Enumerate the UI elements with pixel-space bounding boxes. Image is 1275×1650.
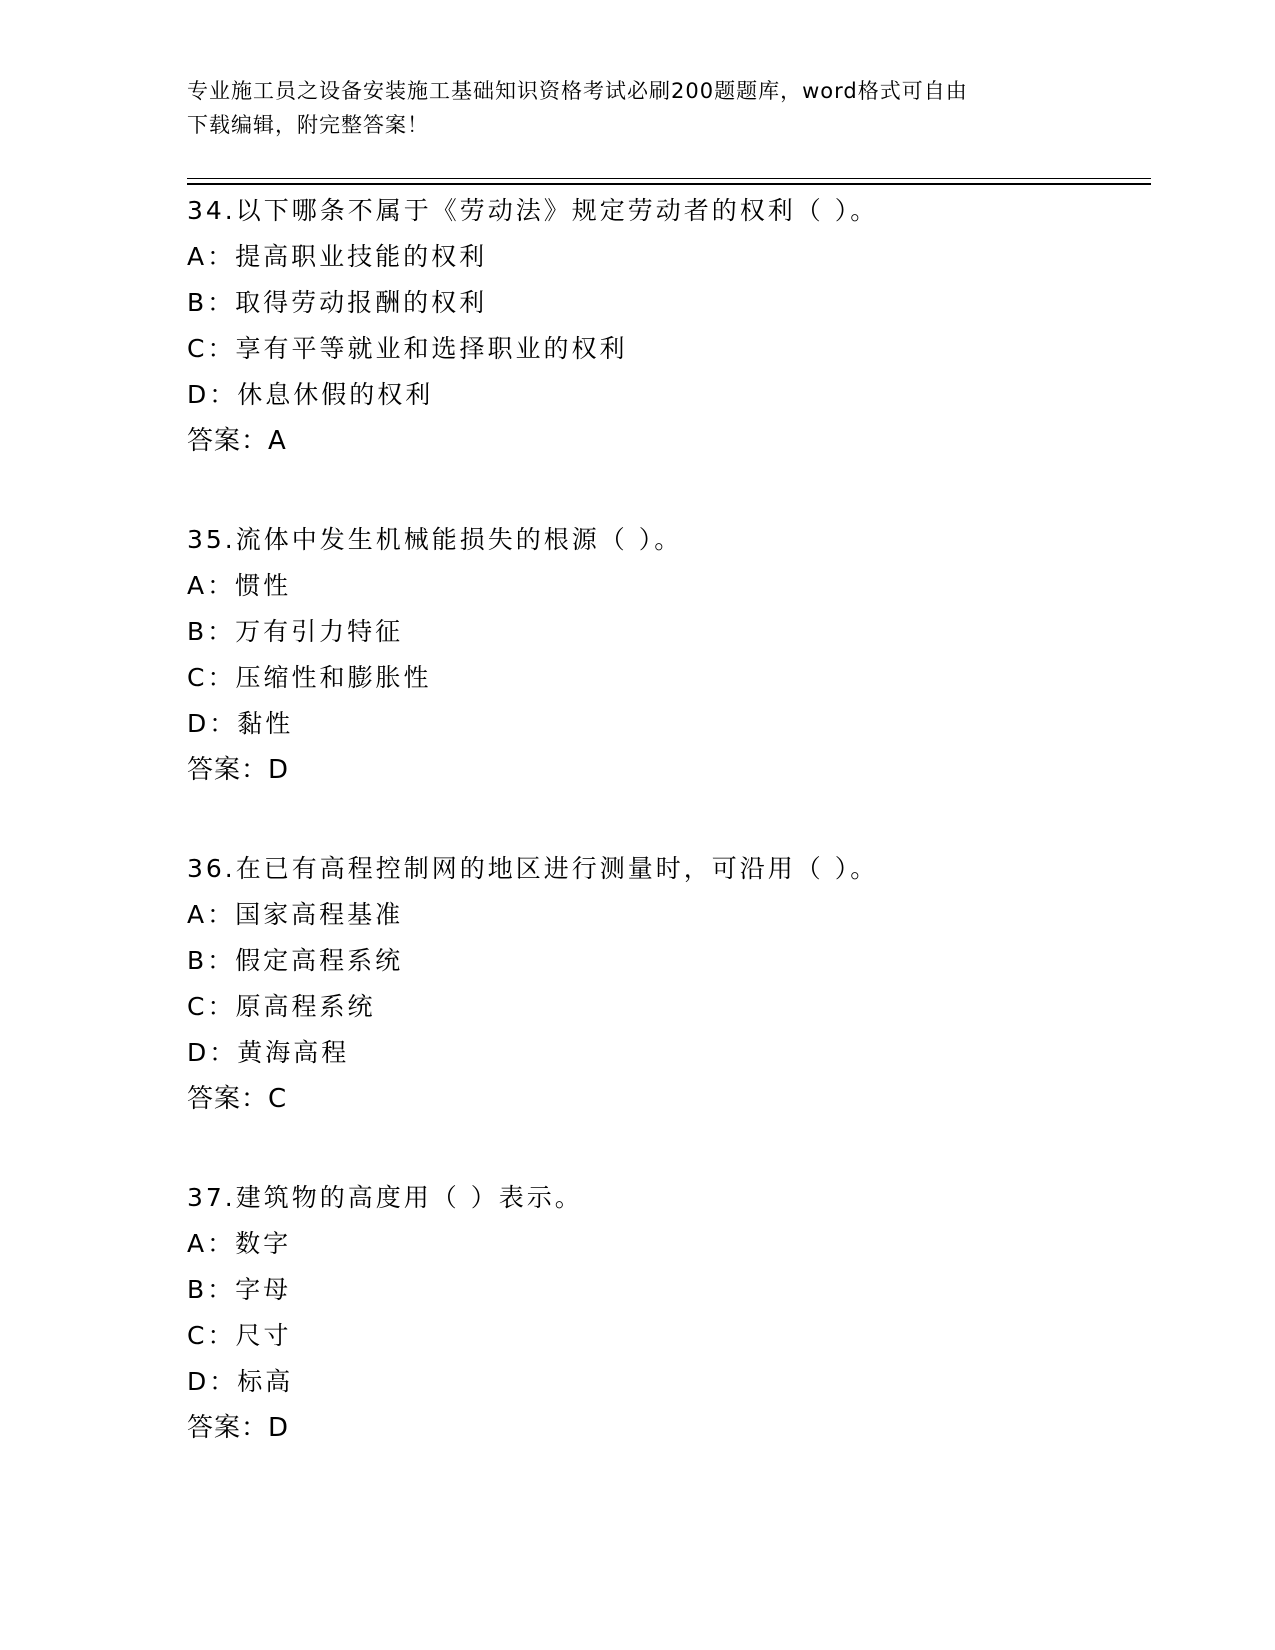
option-d: D：休息休假的权利: [187, 380, 434, 409]
option-b: B：万有引力特征: [187, 617, 404, 646]
option-a: A：国家高程基准: [187, 900, 404, 929]
question-stem: 34.以下哪条不属于《劳动法》规定劳动者的权利（ ）。: [187, 196, 879, 225]
question-35: [187, 517, 1147, 793]
option-c: C：尺寸: [187, 1321, 292, 1350]
header-divider-thin: [187, 178, 1151, 179]
header-line-2: 下载编辑，附完整答案！: [187, 113, 429, 137]
option-c: C：享有平等就业和选择职业的权利: [187, 334, 628, 363]
option-d: D：标高: [187, 1367, 294, 1396]
question-list: [187, 188, 1147, 1504]
answer: 答案：C: [187, 1084, 288, 1114]
question-stem: 35.流体中发生机械能损失的根源（ ）。: [187, 525, 683, 554]
option-d: D：黏性: [187, 709, 294, 738]
header-divider-thick: [187, 183, 1151, 185]
option-c: C：压缩性和膨胀性: [187, 663, 432, 692]
question-37: [187, 1175, 1147, 1451]
answer: 答案：A: [187, 426, 287, 456]
answer: 答案：D: [187, 1413, 290, 1443]
question-stem: 36.在已有高程控制网的地区进行测量时，可沿用（ ）。: [187, 854, 879, 883]
question-34: [187, 188, 1147, 464]
option-a: A：提高职业技能的权利: [187, 242, 488, 271]
option-d: D：黄海高程: [187, 1038, 350, 1067]
document-header: [187, 74, 1087, 142]
option-a: A：惯性: [187, 571, 292, 600]
question-stem: 37.建筑物的高度用（ ）表示。: [187, 1183, 583, 1212]
header-line-1: 专业施工员之设备安装施工基础知识资格考试必刷200题题库，word格式可自由: [187, 79, 968, 103]
question-36: [187, 846, 1147, 1122]
answer: 答案：D: [187, 755, 290, 785]
option-b: B：取得劳动报酬的权利: [187, 288, 488, 317]
option-a: A：数字: [187, 1229, 292, 1258]
option-b: B：假定高程系统: [187, 946, 404, 975]
option-c: C：原高程系统: [187, 992, 376, 1021]
option-b: B：字母: [187, 1275, 292, 1304]
